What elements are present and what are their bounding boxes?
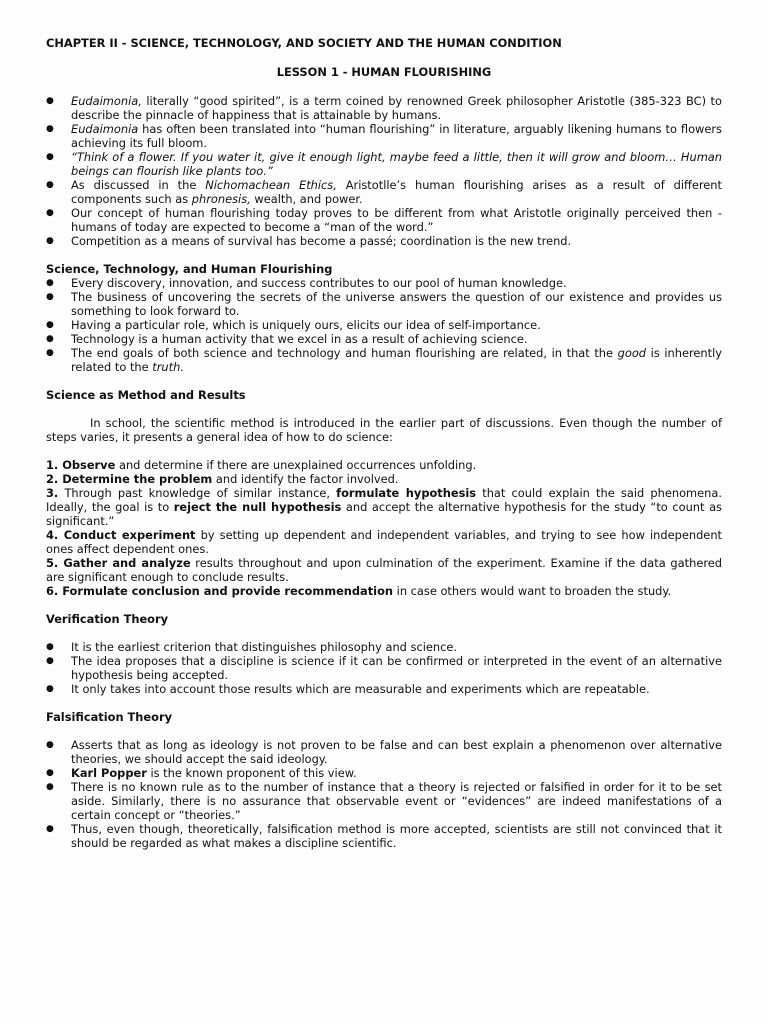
step-text: that could explain the said phenomena. Ideally, the goal is to: [46, 486, 722, 514]
step-text: Through past knowledge of similar instance,: [58, 486, 337, 500]
list-item-text: Aristotlle’s human flourishing arises as a result of different components such as: [71, 178, 722, 206]
list-item-text: is the known proponent of this view.: [146, 766, 357, 780]
list-item: [46, 206, 722, 234]
list-item: [46, 654, 722, 682]
bullet-icon: ●: [46, 348, 54, 358]
intro-bullet-list: [46, 94, 722, 248]
italic-term: Eudaimonia,: [71, 94, 142, 108]
section-heading: Science, Technology, and Human Flourishing: [46, 262, 333, 276]
lesson-title: LESSON 1 - HUMAN FLOURISHING: [276, 65, 492, 79]
step-text: and accept the alternative hypothesis for the study “to count as significant.”: [46, 500, 722, 528]
list-item: [46, 234, 722, 248]
bullet-icon: ●: [46, 642, 54, 652]
section-bullet-list: [46, 276, 722, 374]
list-item-text: Our concept of human flourishing today proves to be different from what Aristotle originally perceived then - humans of today are expected to become a “man of the word.”: [71, 206, 722, 234]
list-item: [46, 346, 722, 374]
bullet-icon: ●: [46, 656, 54, 666]
list-item-text: There is no known rule as to the number of instance that a theory is rejected or falsified in order for it to be set aside. Similarly, there is no assurance that observable event or “evidences” are indeed manifestations of a certain concept or “theories.”: [71, 780, 722, 822]
list-item-text: literally “good spirited”, is a term coined by renowned Greek philosopher Aristotle (385-323 BC) to describe the pinnacle of happiness that is attainable by humans.: [71, 94, 722, 122]
list-item-text: As discussed in the: [71, 178, 206, 192]
list-item: [46, 94, 722, 122]
step-text: in case others would want to broaden the study.: [393, 584, 672, 598]
italic-term: Nichomachean Ethics,: [205, 178, 337, 192]
step-text: results throughout and upon culmination of the experiment. Examine if the data gathered are significant enough to conclude results.: [46, 556, 722, 584]
list-item-text: Competition as a means of survival has become a passé; coordination is the new trend.: [71, 234, 572, 248]
italic-term: good: [617, 346, 647, 360]
section-heading: Falsification Theory: [46, 710, 172, 724]
italic-term: phronesis,: [191, 192, 251, 206]
step-item: [46, 458, 722, 472]
step-label: 4. Conduct experiment: [46, 528, 196, 542]
list-item-text: Technology is a human activity that we excel in as a result of achieving science.: [71, 332, 528, 346]
list-item-text: It is the earliest criterion that distinguishes philosophy and science.: [71, 640, 458, 654]
step-label: 6. Formulate conclusion and provide recommendation: [46, 584, 394, 598]
bullet-icon: ●: [46, 768, 54, 778]
step-label: 2. Determine the problem: [46, 472, 213, 486]
bullet-icon: ●: [46, 278, 54, 288]
steps-list: [46, 458, 722, 598]
list-item-text: has often been translated into “human flourishing” in literature, arguably likening humans to flowers achieving its full bloom.: [71, 122, 722, 150]
list-item-text: Every discovery, innovation, and success contributes to our pool of human knowledge.: [71, 276, 567, 290]
step-text: and identify the factor involved.: [212, 472, 399, 486]
step-label: 3.: [46, 486, 59, 500]
bullet-icon: ●: [46, 740, 54, 750]
list-item: [46, 276, 722, 290]
list-item: [46, 640, 722, 654]
list-item-text: The end goals of both science and technology and human flourishing are related, in that the: [71, 346, 618, 360]
chapter-title: CHAPTER II - SCIENCE, TECHNOLOGY, AND SOCIETY AND THE HUMAN CONDITION: [46, 36, 562, 50]
list-item: [46, 318, 722, 332]
document-body: [46, 36, 722, 850]
list-item: [46, 738, 722, 766]
list-item-text: The business of uncovering the secrets of the universe answers the question of our existence and provides us something to look forward to.: [71, 290, 722, 318]
bullet-icon: ●: [46, 124, 54, 134]
step-keyword: reject the null hypothesis: [173, 500, 342, 514]
list-item-text: Asserts that as long as ideology is not proven to be false and can best explain a phenomenon over alternative theories, we should accept the said ideology.: [71, 738, 722, 766]
paragraph: In school, the scientific method is introduced in the earlier part of discussions. Even though the number of steps varies, it presents a general idea of how to do science:: [46, 416, 722, 444]
list-item-text: The idea proposes that a discipline is science if it can be confirmed or interpreted in the event of an alternative hypothesis being accepted.: [71, 654, 722, 682]
bullet-icon: ●: [46, 684, 54, 694]
list-item-text: is inherently related to the: [71, 346, 722, 374]
step-item: [46, 528, 722, 556]
bullet-icon: ●: [46, 96, 54, 106]
quote-text: “Think of a flower. If you water it, give it enough light, maybe feed a little, then it will grow and bloom… Human beings can flourish like plants too.”: [71, 150, 722, 178]
step-item: [46, 486, 722, 528]
bullet-icon: ●: [46, 320, 54, 330]
list-item-text: It only takes into account those results which are measurable and experiments which are repeatable.: [71, 682, 650, 696]
list-item: [46, 682, 722, 696]
bullet-icon: ●: [46, 782, 54, 792]
step-item: [46, 556, 722, 584]
step-label: 5. Gather and analyze: [46, 556, 191, 570]
step-item: [46, 472, 722, 486]
list-item: [46, 332, 722, 346]
italic-term: truth.: [152, 360, 184, 374]
list-item: [46, 290, 722, 318]
list-item: [46, 178, 722, 206]
section-heading: Verification Theory: [46, 612, 169, 626]
list-item: [46, 766, 722, 780]
bullet-icon: ●: [46, 180, 54, 190]
bullet-icon: ●: [46, 292, 54, 302]
step-text: by setting up dependent and independent variables, and trying to see how independent ones affect dependent ones.: [46, 528, 723, 556]
bullet-icon: ●: [46, 208, 54, 218]
bullet-icon: ●: [46, 824, 54, 834]
list-item-text: Thus, even though, theoretically, falsification method is more accepted, scientists are still not convinced that it should be regarded as what makes a discipline scientific.: [71, 822, 722, 850]
step-text: and determine if there are unexplained occurrences unfolding.: [115, 458, 477, 472]
list-item: [46, 780, 722, 822]
italic-term: Eudaimonia: [71, 122, 139, 136]
section-bullet-list: [46, 738, 722, 850]
step-item: [46, 584, 722, 598]
list-item-text: Having a particular role, which is uniquely ours, elicits our idea of self-importance.: [71, 318, 541, 332]
bullet-icon: ●: [46, 152, 54, 162]
list-item: [46, 150, 722, 178]
bullet-icon: ●: [46, 236, 54, 246]
proponent-name: Karl Popper: [71, 766, 147, 780]
list-item: [46, 822, 722, 850]
bullet-icon: ●: [46, 334, 54, 344]
step-keyword: formulate hypothesis: [336, 486, 477, 500]
section-bullet-list: [46, 640, 722, 696]
section-heading: Science as Method and Results: [46, 388, 246, 402]
step-label: 1. Observe: [46, 458, 116, 472]
list-item: [46, 122, 722, 150]
list-item-text: wealth, and power.: [250, 192, 363, 206]
